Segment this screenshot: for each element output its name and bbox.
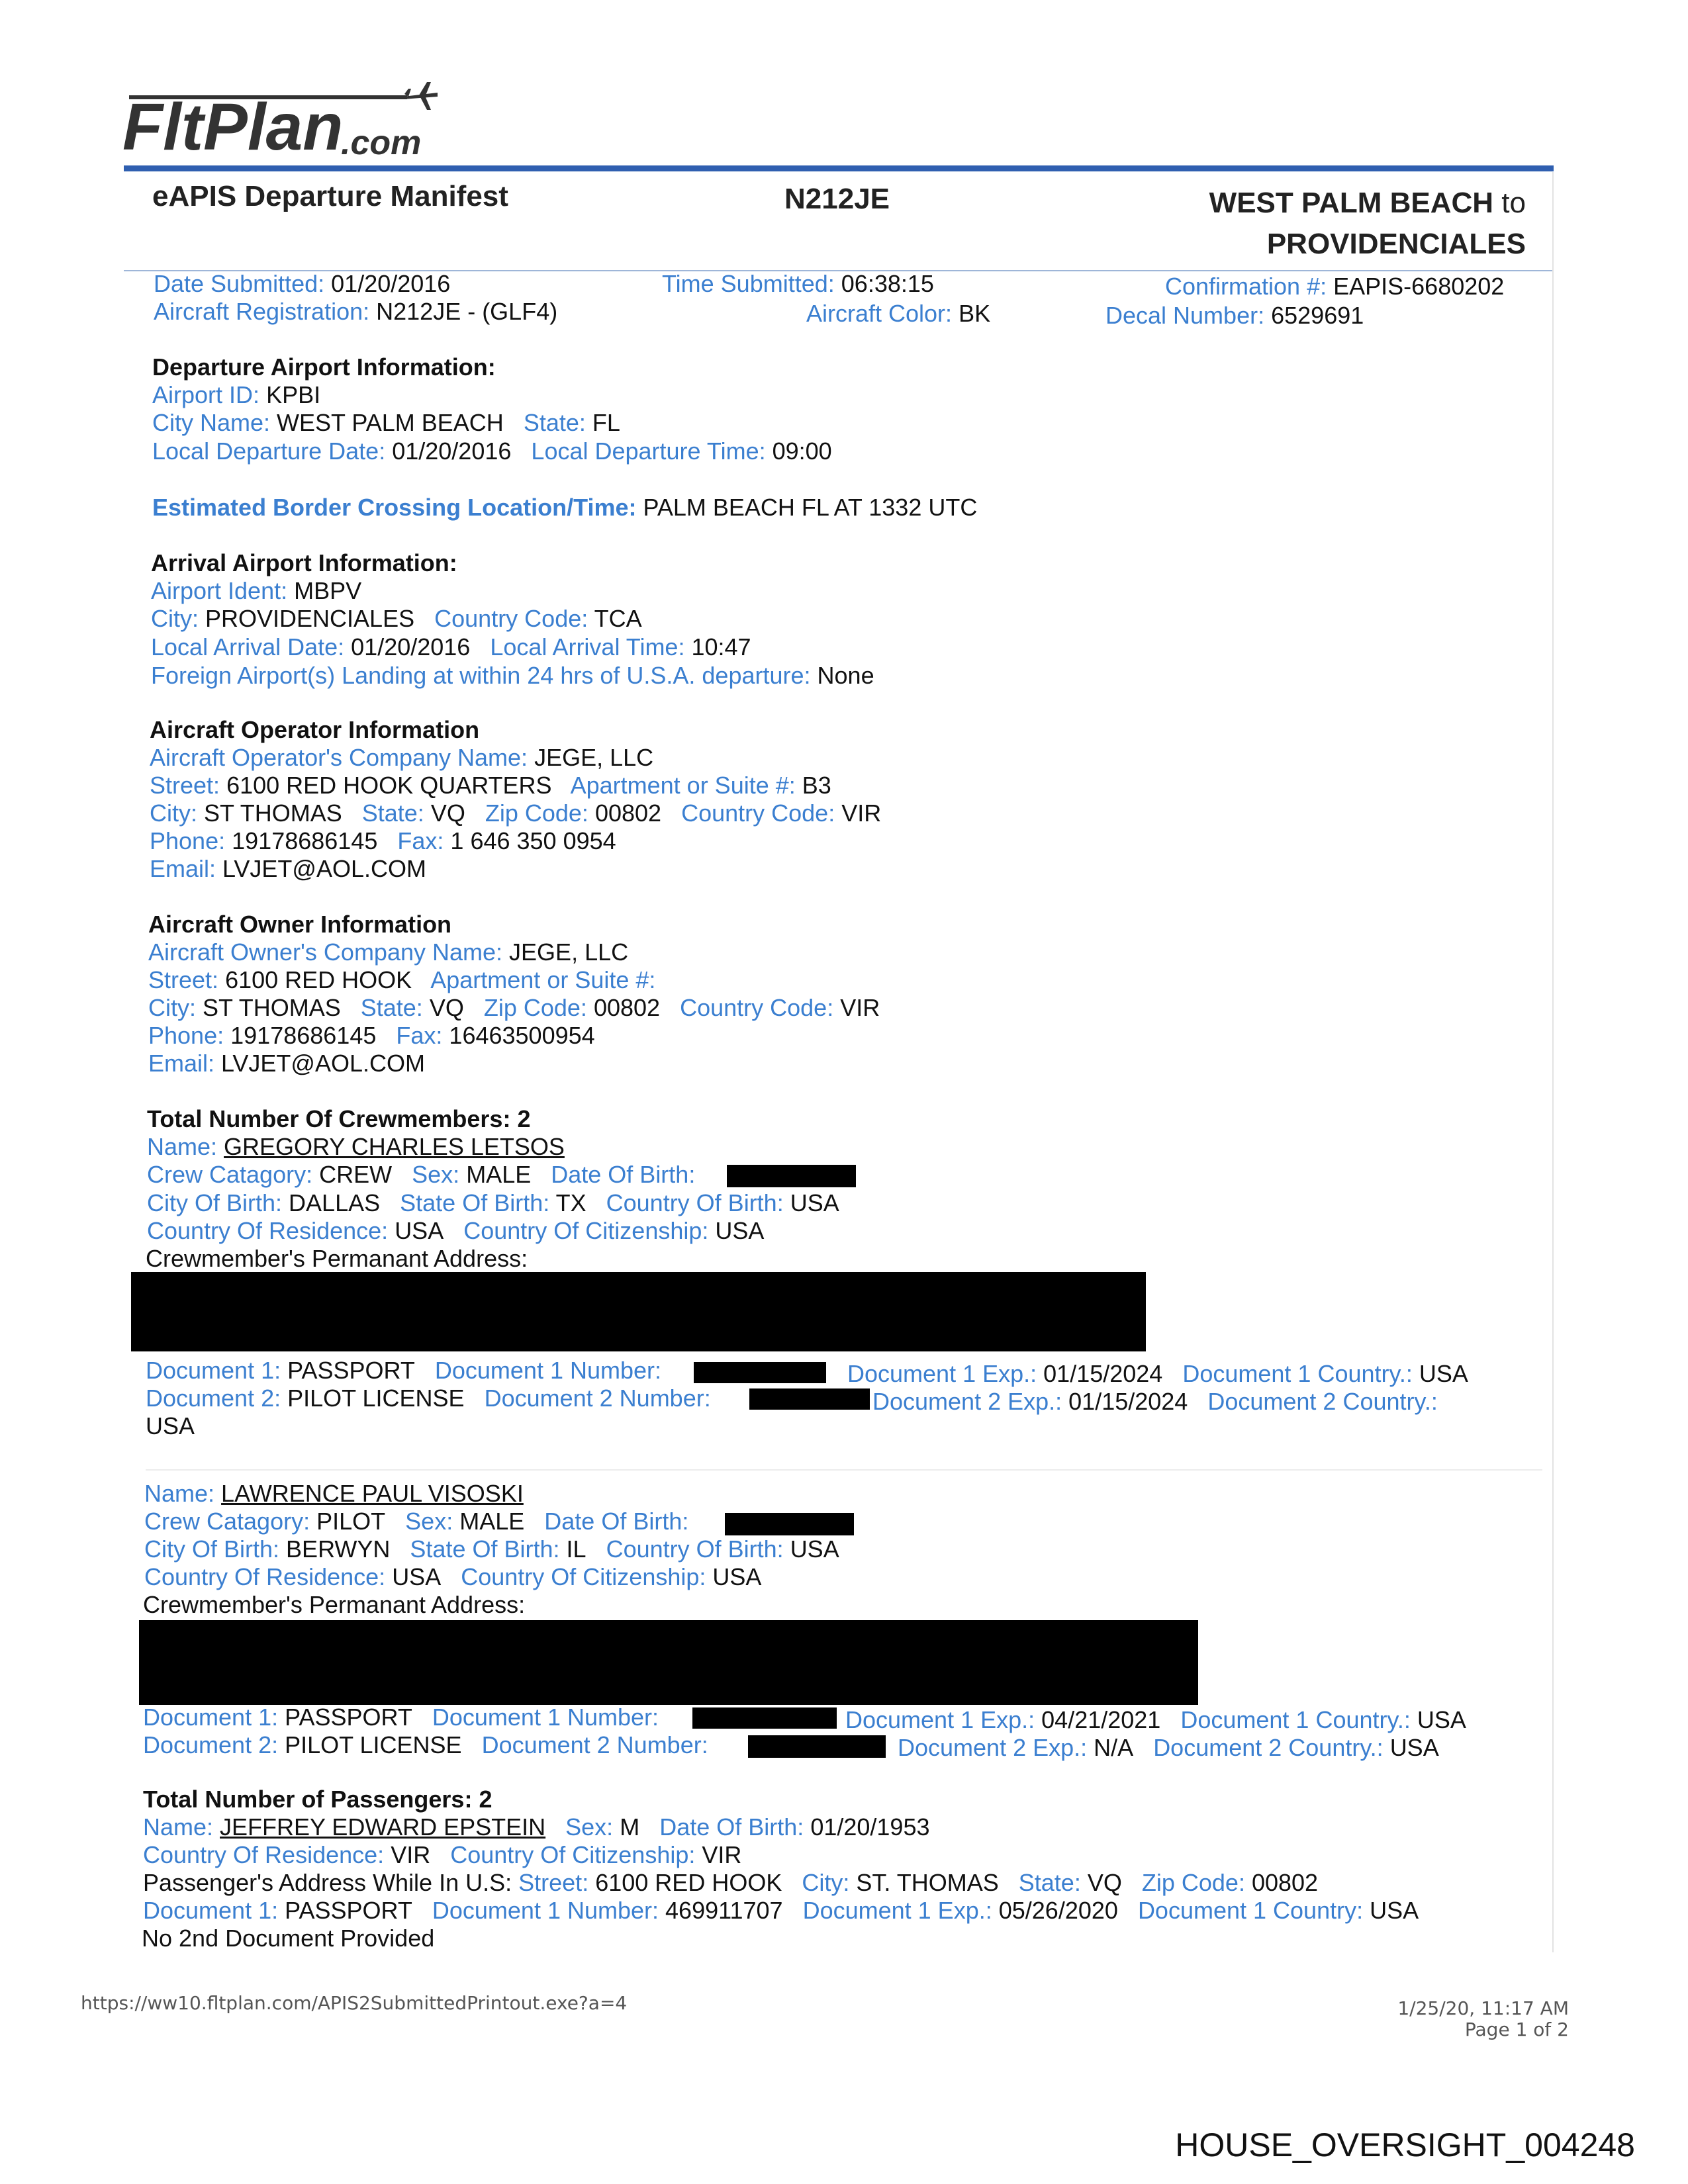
crew2-doc1-number-redaction	[692, 1707, 837, 1729]
crew-count-heading: Total Number Of Crewmembers: 2	[147, 1105, 531, 1132]
frame-right-line	[1552, 172, 1554, 1952]
operator-phone-fax: Phone: 19178686145 Fax: 1 646 350 0954	[150, 827, 616, 854]
crew2-doc2-number-redaction	[748, 1735, 886, 1758]
border-crossing: Estimated Border Crossing Location/Time: PALM BEACH FL AT 1332 UTC	[152, 494, 978, 521]
crew1-address-redaction	[131, 1272, 1146, 1351]
crew2-doc1-line: Document 1: PASSPORT Document 1 Number:	[143, 1704, 659, 1731]
crew2-doc2-line: Document 2: PILOT LICENSE Document 2 Number:	[143, 1731, 708, 1758]
route-destination: PROVIDENCIALES	[1266, 228, 1526, 260]
departure-heading: Departure Airport Information:	[152, 353, 496, 381]
departure-airport-id: Airport ID: KPBI	[152, 381, 321, 408]
crew2-address-redaction	[139, 1620, 1198, 1705]
departure-city: City Name: WEST PALM BEACH State: FL	[152, 409, 620, 436]
crew1-doc1-line: Document 1: PASSPORT Document 1 Number:	[146, 1357, 662, 1384]
tail-number: N212JE	[784, 183, 890, 215]
crew1-doc2-country: USA	[146, 1412, 195, 1439]
operator-heading: Aircraft Operator Information	[150, 716, 480, 743]
route-to: to	[1501, 187, 1526, 219]
owner-company: Aircraft Owner's Company Name: JEGE, LLC	[148, 938, 629, 966]
passenger-doc1-line: Document 1: PASSPORT Document 1 Number: 469911707 Document 1 Exp.: 05/26/2020 Document 1 Country: USA	[143, 1897, 1419, 1924]
passenger-name-line: Name: JEFFREY EDWARD EPSTEIN Sex: M Date Of Birth: 01/20/1953	[143, 1813, 930, 1841]
passenger-count-heading: Total Number of Passengers: 2	[143, 1786, 492, 1813]
crew1-doc2-line: Document 2: PILOT LICENSE Document 2 Number:	[146, 1385, 711, 1412]
arrival-city: City: PROVIDENCIALES Country Code: TCA	[151, 605, 642, 632]
crew2-residence-line: Country Of Residence: USA Country Of Citizenship: USA	[144, 1563, 762, 1590]
footer-url: https://ww10.fltplan.com/APIS2SubmittedPrintout.exe?a=4	[81, 1992, 628, 2014]
owner-email: Email: LVJET@AOL.COM	[148, 1050, 425, 1077]
logo-suffix: .com	[341, 124, 422, 162]
operator-street: Street: 6100 RED HOOK QUARTERS Apartment or Suite #: B3	[150, 772, 831, 799]
passenger-address-line: Passenger's Address While In U.S: Street: 6100 RED HOOK City: ST. THOMAS State: VQ Zip Code: 00802	[143, 1869, 1319, 1896]
arrival-datetime: Local Arrival Date: 01/20/2016 Local Arrival Time: 10:47	[151, 633, 751, 660]
crew1-residence-line: Country Of Residence: USA Country Of Citizenship: USA	[147, 1217, 765, 1244]
departure-datetime: Local Departure Date: 01/20/2016 Local Departure Time: 09:00	[152, 437, 832, 465]
crew-divider	[146, 1469, 1542, 1471]
crew1-doc2-exp: Document 2 Exp.: 01/15/2024 Document 2 Country.:	[872, 1388, 1438, 1415]
owner-street: Street: 6100 RED HOOK Apartment or Suite #:	[148, 966, 656, 993]
crew2-dob-redaction	[725, 1513, 854, 1535]
owner-phone-fax: Phone: 19178686145 Fax: 16463500954	[148, 1022, 595, 1049]
crew1-dob-redaction	[727, 1165, 856, 1187]
bates-number: HOUSE_OVERSIGHT_004248	[1175, 2126, 1635, 2163]
operator-company: Aircraft Operator's Company Name: JEGE, LLC	[150, 744, 654, 771]
route-header	[1125, 183, 1526, 265]
time-submitted: Time Submitted: 06:38:15	[662, 270, 934, 297]
crew1-doc2-number-redaction	[749, 1388, 870, 1410]
logo-wordmark: FltPlan	[122, 90, 344, 164]
passenger-no-second-doc: No 2nd Document Provided	[142, 1925, 435, 1952]
date-submitted: Date Submitted: 01/20/2016	[154, 270, 451, 297]
footer-datetime: 1/25/20, 11:17 AM	[1397, 1997, 1569, 2019]
aircraft-registration: Aircraft Registration: N212JE - (GLF4)	[154, 298, 558, 325]
passenger-residence-line: Country Of Residence: VIR Country Of Citizenship: VIR	[143, 1841, 742, 1868]
crew2-name: Name: LAWRENCE PAUL VISOSKI	[144, 1480, 524, 1507]
crew1-doc1-number-redaction	[694, 1362, 826, 1383]
crew2-birth-line: City Of Birth: BERWYN State Of Birth: IL Country Of Birth: USA	[144, 1535, 839, 1563]
crew1-doc1-exp: Document 1 Exp.: 01/15/2024 Document 1 Country.: USA	[847, 1360, 1468, 1387]
aircraft-color: Aircraft Color: BK	[806, 300, 991, 327]
crew1-category-line: Crew Catagory: CREW Sex: MALE Date Of Birth:	[147, 1161, 696, 1188]
owner-heading: Aircraft Owner Information	[148, 911, 452, 938]
foreign-airport-landing: Foreign Airport(s) Landing at within 24 hrs of U.S.A. departure: None	[151, 662, 874, 689]
crew1-birth-line: City Of Birth: DALLAS State Of Birth: TX Country Of Birth: USA	[147, 1189, 839, 1216]
airplane-icon	[400, 79, 440, 113]
footer-page-number: Page 1 of 2	[1464, 2019, 1569, 2040]
confirmation-number: Confirmation #: EAPIS-6680202	[1165, 273, 1505, 300]
crew2-doc2-exp: Document 2 Exp.: N/A Document 2 Country.: USA	[898, 1734, 1439, 1761]
operator-city-line: City: ST THOMAS State: VQ Zip Code: 00802 Country Code: VIR	[150, 799, 882, 827]
arrival-airport-ident: Airport Ident: MBPV	[151, 577, 362, 604]
arrival-heading: Arrival Airport Information:	[151, 549, 457, 576]
route-origin: WEST PALM BEACH	[1209, 187, 1494, 219]
owner-city-line: City: ST THOMAS State: VQ Zip Code: 00802 Country Code: VIR	[148, 994, 880, 1021]
header-rule	[124, 165, 1554, 171]
decal-number: Decal Number: 6529691	[1105, 302, 1364, 329]
operator-email: Email: LVJET@AOL.COM	[150, 855, 426, 882]
fltplan-logo	[122, 79, 453, 165]
crew1-name: Name: GREGORY CHARLES LETSOS	[147, 1133, 565, 1160]
crew2-category-line: Crew Catagory: PILOT Sex: MALE Date Of Birth:	[144, 1508, 689, 1535]
crew2-address-label: Crewmember's Permanant Address:	[143, 1591, 526, 1618]
crew1-address-label: Crewmember's Permanant Address:	[146, 1245, 528, 1272]
crew2-doc1-exp: Document 1 Exp.: 04/21/2021 Document 1 Country.: USA	[845, 1706, 1466, 1733]
manifest-title: eAPIS Departure Manifest	[152, 180, 508, 212]
